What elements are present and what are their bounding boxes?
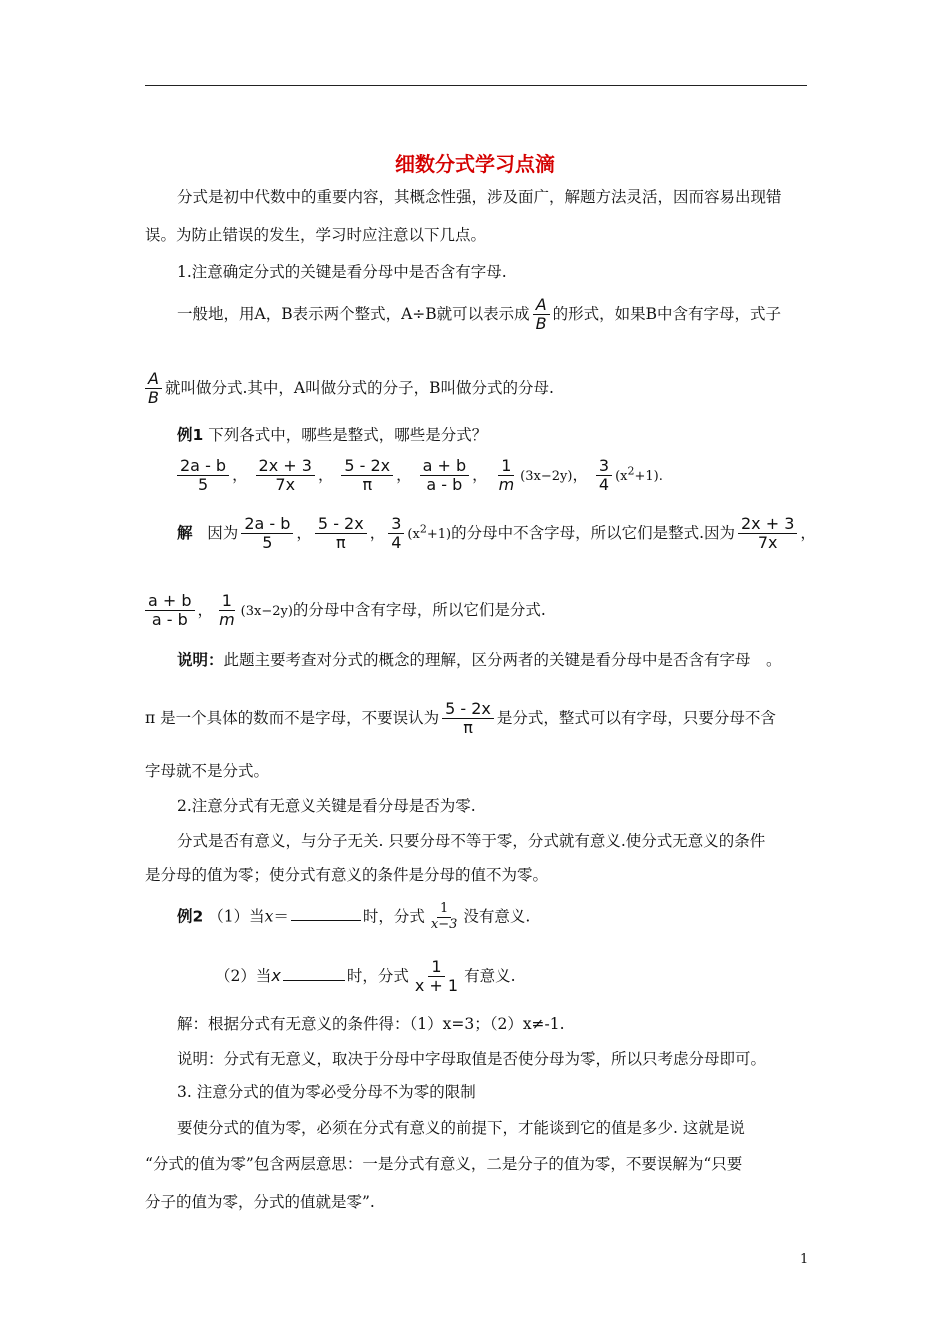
ex2-q1-d: 没有意义. [463, 907, 531, 926]
expr-1 [177, 457, 229, 495]
expr-4-num: a + b [420, 457, 470, 476]
fraction-a-over-b [533, 296, 550, 334]
expr-3-num: 5 - 2x [442, 700, 494, 719]
note-text: 此题主要考查对分式的概念的理解，区分两者的关键是看分母中是否含有字母 。 [223, 651, 782, 669]
ex2-q2-num: 1 [428, 958, 444, 977]
point2-line1: 分式是否有意义，与分子无关. 只要分母不等于零，分式就有意义.使分式无意义的条件 [177, 832, 766, 850]
ex2-q1-b: ＝ [273, 907, 289, 926]
example2-note: 说明：分式有无意义，取决于分母中字母取值是否使分母为零，所以只考虑分母即可。 [177, 1050, 767, 1068]
solution-label: 解 [177, 523, 193, 542]
expr-6-tail-b: +1). [634, 468, 663, 484]
expr-3 [341, 457, 393, 495]
expr-1 [241, 515, 293, 553]
fraction-numerator: A [145, 370, 162, 389]
expr-3-num: 5 - 2x [341, 457, 393, 476]
point1-text-line1 [177, 296, 781, 334]
expr-2-num: 2x + 3 [738, 515, 797, 534]
point3-line3: 分子的值为零，分式的值就是零”. [145, 1193, 375, 1211]
expr-5 [216, 592, 238, 630]
expr-2 [256, 457, 315, 495]
expr-4-den: a - b [151, 610, 188, 630]
expr-1-num: 2a - b [241, 515, 293, 534]
expr-4-den: a - b [426, 475, 463, 495]
example2-question2 [215, 958, 516, 996]
expr-5-den: m [498, 475, 515, 495]
pi-explanation-line2: 字母就不是分式。 [145, 762, 270, 780]
header-rule [145, 85, 807, 86]
expr-2-num: 2x + 3 [256, 457, 315, 476]
point1-text-b: 的形式，如果B中含有字母，式子 [552, 304, 782, 323]
point1-text-c: 就叫做分式.其中，A叫做分式的分子，B叫做分式的分母. [164, 378, 554, 397]
expr-2 [738, 515, 797, 553]
expr-3 [442, 700, 494, 738]
fraction-a-over-b [145, 370, 162, 408]
intro-paragraph-line1: 分式是初中代数中的重要内容，其概念性强，涉及面广，解题方法灵活，因而容易出现错 [177, 188, 782, 206]
ex2-q2-var: x [271, 965, 281, 985]
expr-6-tail-a: (x [407, 526, 420, 542]
example2-label: 例2 [177, 907, 204, 926]
pi-explanation-line1 [145, 700, 776, 738]
ex2-q1-den: x−3 [430, 916, 458, 932]
ex2-q1-a: （1）当 [208, 907, 265, 926]
point3-heading: 3. 注意分式的值为零必受分母不为零的限制 [177, 1083, 476, 1101]
ex2-q2-den: x + 1 [414, 976, 459, 996]
point2-heading: 2.注意分式有无意义关键是看分母是否为零. [177, 797, 476, 815]
example2-solution: 解：根据分式有无意义的条件得：（1）x=3；（2）x≠-1. [177, 1015, 565, 1033]
expr-4 [145, 592, 195, 630]
expr-1-num: 2a - b [177, 457, 229, 476]
ex2-q1-c: 时，分式 [362, 907, 425, 926]
point2-line2: 是分母的值为零；使分式有意义的条件是分母的值不为零。 [145, 866, 549, 884]
expr-5 [496, 457, 518, 495]
ex2-q2-c: 时，分式 [346, 966, 409, 985]
pi-text-a: π 是一个具体的数而不是字母，不要误认为 [145, 708, 440, 727]
expr-4-num: a + b [145, 592, 195, 611]
expr-6-den: 4 [598, 475, 610, 495]
point1-text-line2 [145, 370, 554, 408]
expr-6-tail-sup: 2 [627, 464, 635, 478]
example1-expressions: $\frac{2a - b}{5}$ ， $\frac{2x + 3}{7x}$ ， $\frac{5 - 2x}{\pi}$ ， $\frac{a + b}{a - b}$ ， $\frac{1}{m}$ (3x−2y)， $\frac{3}{4}$ $(x^2+1)$. [177, 457, 663, 495]
expr-6 [596, 457, 612, 495]
expr-3-num: 5 - 2x [315, 515, 367, 534]
expr-6-tail-a: (x [615, 468, 628, 484]
expr-3 [315, 515, 367, 553]
ex2-q2-d: 有意义. [464, 966, 516, 985]
expr-2-den: 7x [275, 475, 296, 495]
expr-6-tail [615, 464, 663, 484]
example1-text: 下列各式中，哪些是整式，哪些是分式？ [208, 426, 488, 444]
expr-6-tail: $(x^2+1)$ [407, 522, 452, 542]
note-label: 说明： [177, 651, 224, 669]
ex2-q1-num: 1 [437, 902, 451, 918]
expr-6-tail-sup: 2 [419, 522, 427, 536]
expr-5-tail: (3x−2y) [520, 468, 573, 484]
example1-note [177, 647, 782, 673]
ex2-q1-fraction [428, 902, 461, 933]
answer-blank[interactable] [283, 964, 345, 981]
example1-question [177, 422, 487, 448]
fraction-numerator: A [533, 296, 550, 315]
intro-paragraph-line2: 误。为防止错误的发生，学习时应注意以下几点。 [145, 226, 487, 244]
expr-2-den: 7x [757, 533, 778, 553]
expr-6-num: 3 [596, 457, 612, 476]
expr-5-num: 1 [219, 592, 235, 611]
ex2-q1-var: x [264, 907, 274, 926]
solution-text-b: 的分母中不含字母，所以它们是整式.因为 [451, 523, 735, 542]
fraction-denominator: B [148, 388, 159, 408]
point3-line2: “分式的值为零”包含两层意思：一是分式有意义，二是分子的值为零，不要误解为“只要 [145, 1155, 743, 1173]
ex2-q2-fraction [412, 958, 461, 996]
point1-text-a: 一般地，用A，B表示两个整式，A÷B就可以表示成 [177, 304, 530, 323]
solution-text-c: 的分母中含有字母，所以它们是分式. [292, 600, 546, 619]
expr-5-tail: (3x−2y) [240, 603, 293, 619]
expr-4 [420, 457, 470, 495]
example1-solution-line2: $\frac{a + b}{a - b}$ ， $\frac{1}{m}$ (3x−2y)的分母中含有字母，所以它们是分式. [145, 592, 546, 630]
expr-1-den: 5 [262, 533, 273, 553]
answer-blank[interactable] [291, 904, 361, 921]
expr-5-den: m [219, 610, 235, 630]
point3-line1: 要使分式的值为零，必须在分式有意义的前提下，才能谈到它的值是多少. 这就是说 [177, 1119, 745, 1137]
expr-1-den: 5 [197, 475, 209, 495]
expr-6-den: 4 [391, 533, 402, 553]
expr-3-den: π [362, 475, 373, 495]
expr-6 [388, 515, 404, 553]
example2-question1 [177, 902, 530, 933]
solution-text-a: 因为 [207, 523, 239, 542]
example1-label: 例1 [177, 426, 204, 444]
ex2-q2-a: （2）当 [215, 966, 272, 985]
page-title: 细数分式学习点滴 [395, 152, 555, 176]
expr-3-den: π [335, 533, 346, 553]
expr-6-num: 3 [388, 515, 404, 534]
point1-heading: 1.注意确定分式的关键是看分母中是否含有字母. [177, 263, 507, 281]
fraction-denominator: B [535, 314, 547, 334]
expr-3-den: π [463, 718, 473, 738]
page-number: 1 [800, 1252, 809, 1267]
pi-text-b: 是分式，整式可以有字母，只要分母不含 [496, 708, 776, 727]
example1-solution-line1: 解 因为 $\frac{2a - b}{5}$ ， $\frac{5 - 2x}{\pi}$ ， $\frac{3}{4}$ $(x^2+1)$的分母中不含字母，所以它们是整式.因为 $\frac{2x + 3}{7x}$ ， [177, 514, 816, 553]
expr-5-num: 1 [498, 457, 514, 476]
